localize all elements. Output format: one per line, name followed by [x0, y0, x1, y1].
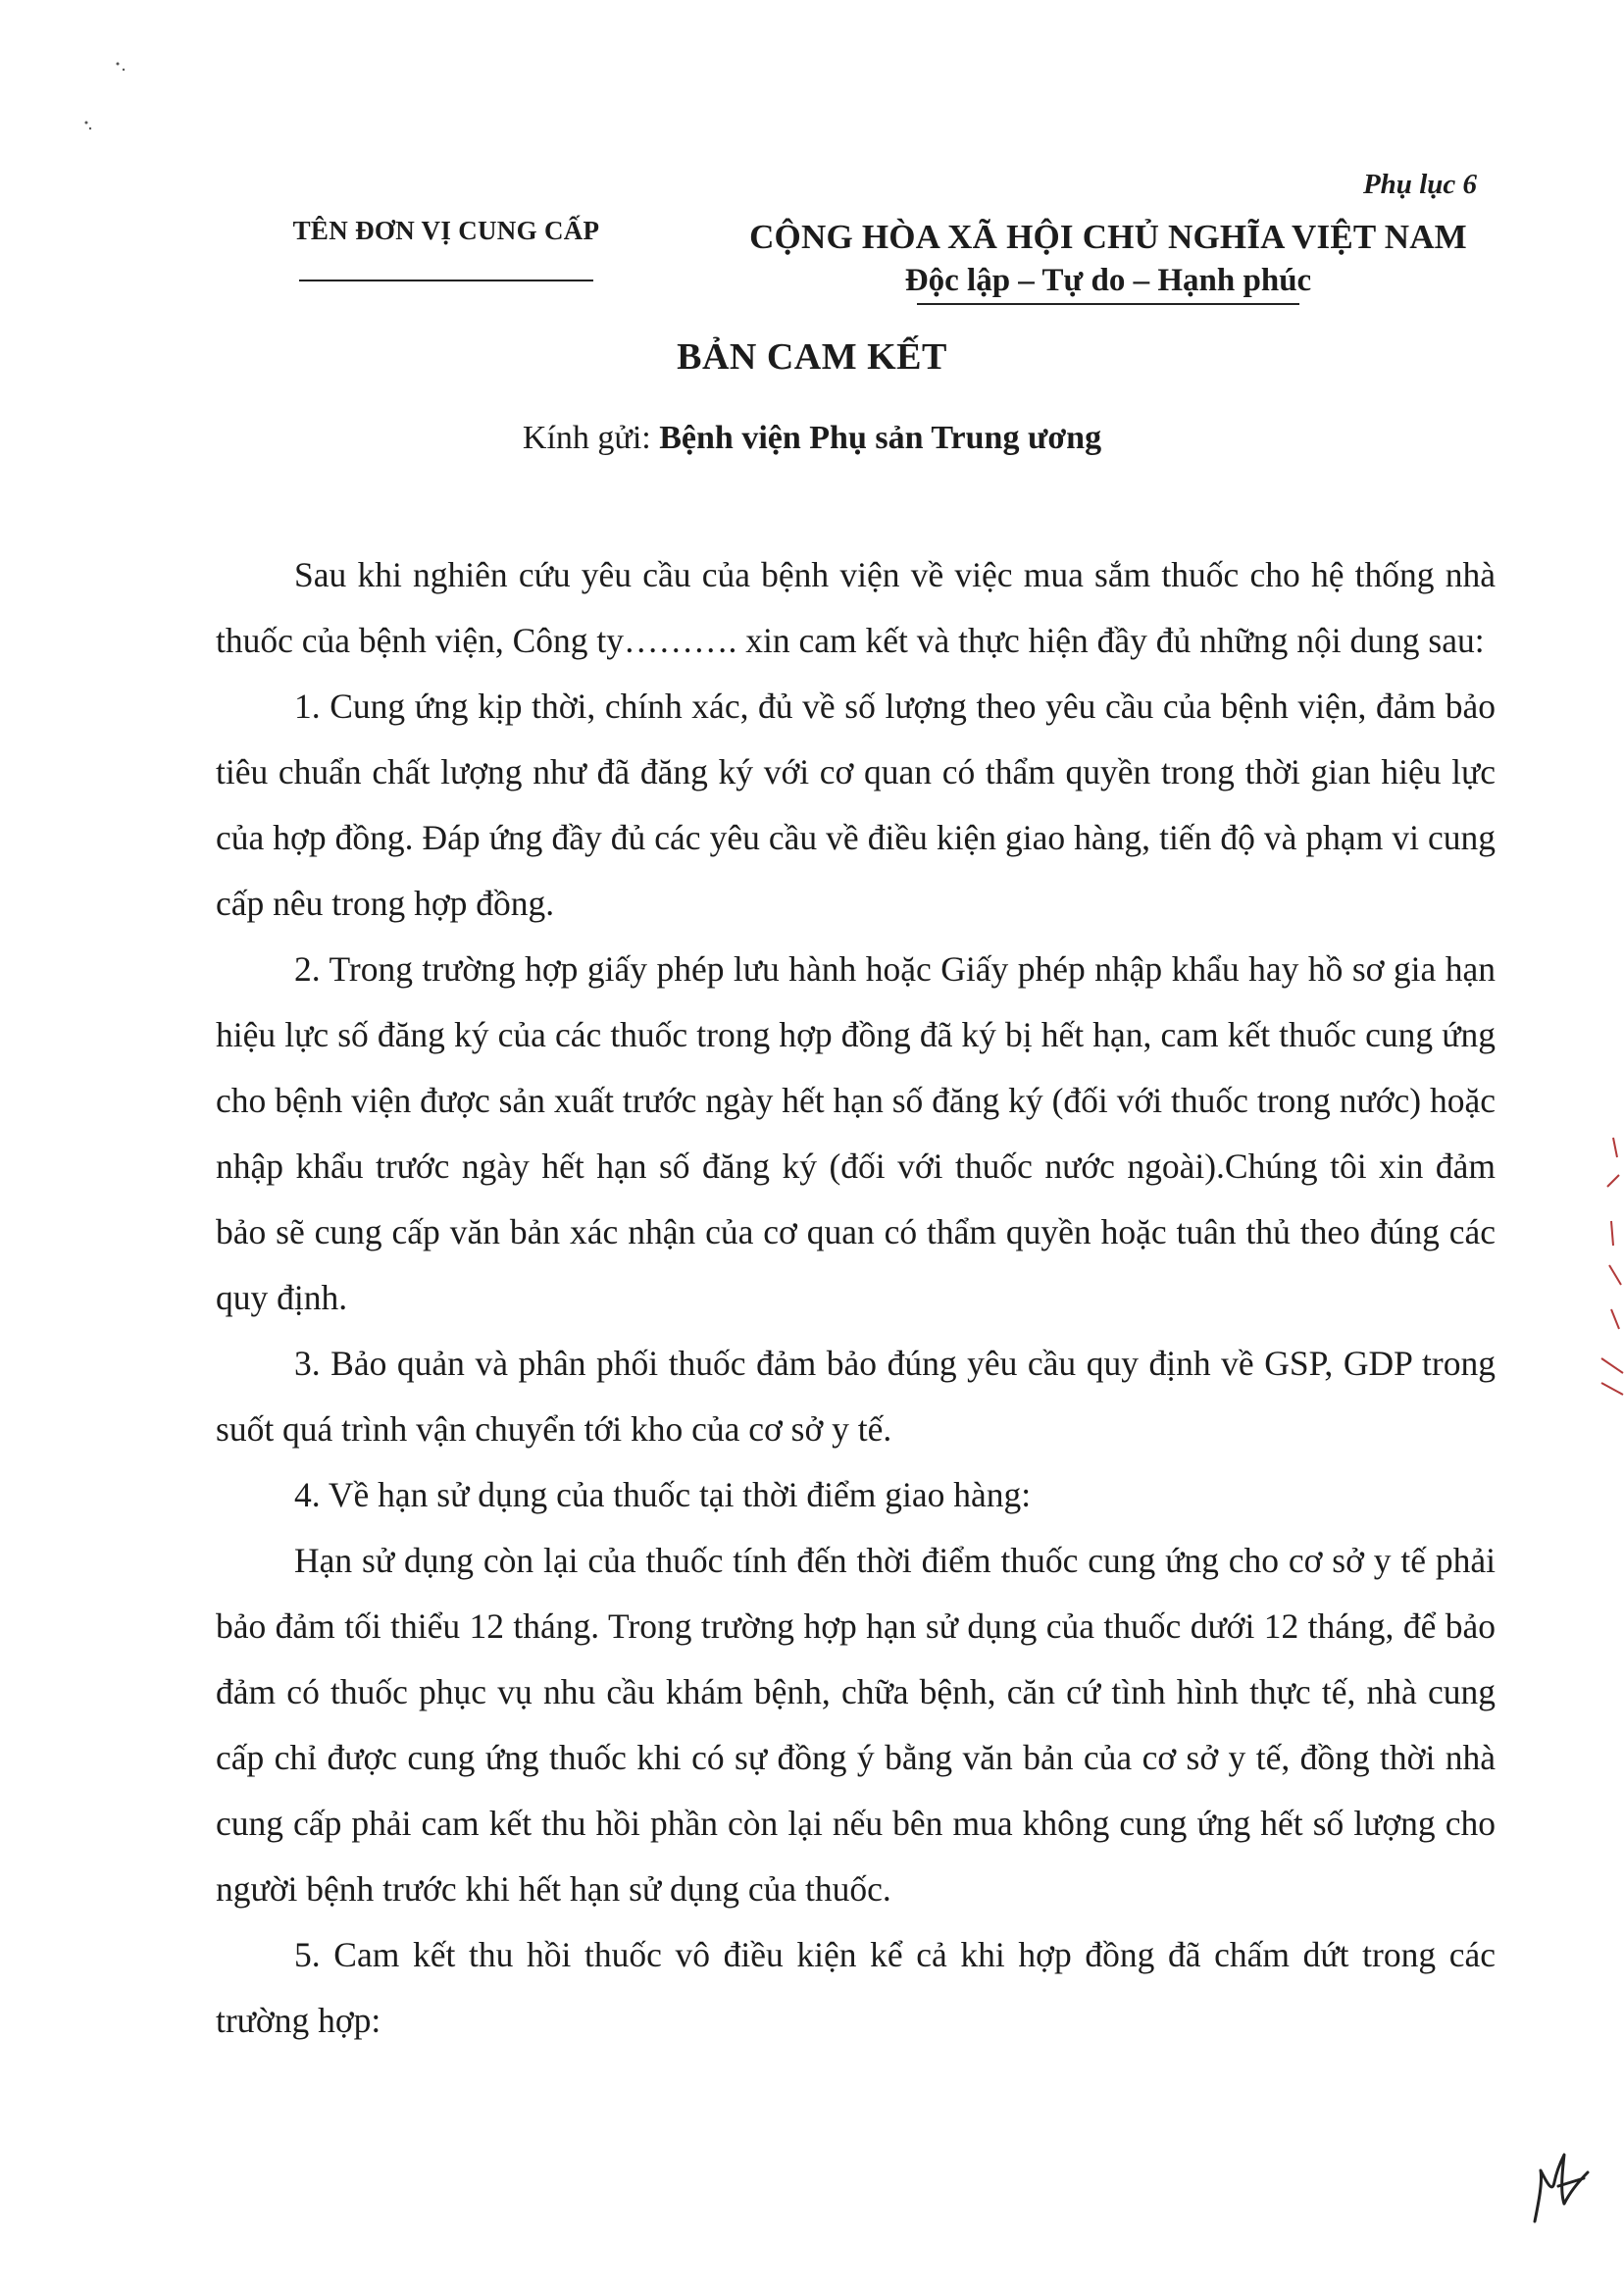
- clause-2: 2. Trong trường hợp giấy phép lưu hành hoặc Giấy phép nhập khẩu hay hồ sơ gia hạn hiệu lực số đăng ký của các thuốc trong hợp đồng đã ký bị hết hạn, cam kết thuốc cung ứng cho bệnh viện được sản xuất trước ngày hết hạn số đăng ký (đối với thuốc trong nước) hoặc nhập khẩu trước ngày hết hạn số đăng ký (đối với thuốc nước ngoài).Chúng tôi xin đảm bảo sẽ cung cấp văn bản xác nhận của cơ quan có thẩm quyền hoặc tuân thủ theo đúng các quy định.: [216, 949, 1496, 1317]
- clause-4: 4. Về hạn sử dụng của thuốc tại thời điểm giao hàng:: [294, 1475, 1032, 1514]
- clause-3: 3. Bảo quản và phân phối thuốc đảm bảo đúng yêu cầu quy định về GSP, GDP trong suốt quá trình vận chuyển tới kho của cơ sở y tế.: [216, 1344, 1496, 1449]
- national-motto: Độc lập – Tự do – Hạnh phúc: [904, 263, 1312, 298]
- intro-paragraph: Sau khi nghiên cứu yêu cầu của bệnh viện về việc mua sắm thuốc cho hệ thống nhà thuốc của bệnh viện, Công ty………. xin cam kết và thực hiện đầy đủ những nội dung sau:: [216, 555, 1496, 660]
- addressee-prefix: Kính gửi:: [522, 420, 660, 456]
- clause-4-detail: Hạn sử dụng còn lại của thuốc tính đến thời điểm thuốc cung ứng cho cơ sở y tế phải bảo đảm tối thiểu 12 tháng. Trong trường hợp hạn sử dụng của thuốc dưới 12 tháng, để bảo đảm có thuốc phục vụ nhu cầu khám bệnh, chữa bệnh, căn cứ tình hình thực tế, nhà cung cấp chỉ được cung ứng thuốc khi có sự đồng ý bằng văn bản của cơ sở y tế, đồng thời nhà cung cấp phải cam kết thu hồi phần còn lại nếu bên mua không cung ứng hết số lượng cho người bệnh trước khi hết hạn sử dụng của thuốc.: [216, 1541, 1496, 1909]
- supplier-unit-name: TÊN ĐƠN VỊ CUNG CẤP: [292, 216, 600, 245]
- appendix-label: Phụ lục 6: [1362, 169, 1477, 200]
- scan-specks: [78, 54, 157, 152]
- clause-5: 5. Cam kết thu hồi thuốc vô điều kiện kể cả khi hợp đồng đã chấm dứt trong các trường hợp:: [216, 1935, 1496, 2040]
- national-header: [726, 218, 1491, 305]
- nation-name: CỘNG HÒA XÃ HỘI CHỦ NGHĨA VIỆT NAM: [749, 218, 1467, 256]
- document-title: BẢN CAM KẾT: [677, 336, 947, 378]
- addressee-name: Bệnh viện Phụ sản Trung ương: [659, 420, 1102, 456]
- supplier-unit-header: [265, 216, 628, 281]
- clause-1: 1. Cung ứng kịp thời, chính xác, đủ về số lượng theo yêu cầu của bệnh viện, đảm bảo tiêu chuẩn chất lượng như đã đăng ký với cơ quan có thẩm quyền trong thời gian hiệu lực của hợp đồng. Đáp ứng đầy đủ các yêu cầu về điều kiện giao hàng, tiến độ và phạm vi cung cấp nêu trong hợp đồng.: [216, 687, 1496, 923]
- stamp-edge-marks: [1594, 1128, 1624, 1402]
- supplier-unit-underline: [299, 280, 593, 281]
- motto-underline: [917, 303, 1299, 305]
- commitment-body: [216, 542, 1496, 2054]
- addressee-line: [0, 420, 1624, 457]
- initials-signature: [1525, 2143, 1594, 2231]
